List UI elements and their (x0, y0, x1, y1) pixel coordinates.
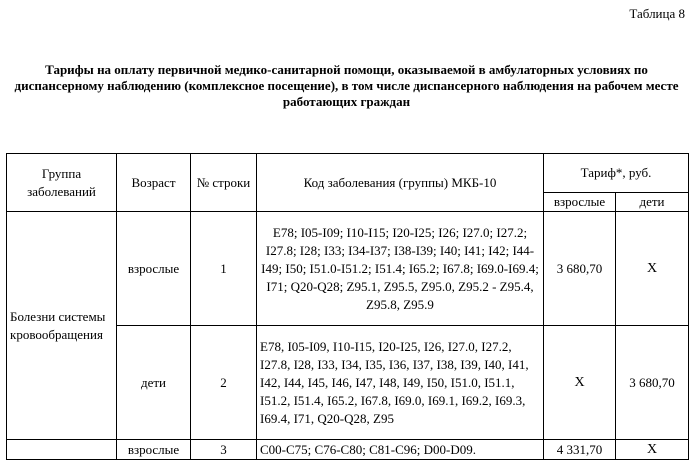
tariffs-table (6, 153, 689, 460)
table-row (7, 212, 689, 326)
header-group: Группа заболеваний (7, 154, 117, 212)
header-tariff: Тариф*, руб. (544, 154, 689, 193)
header-age: Возраст (117, 154, 191, 212)
document-title: Тарифы на оплату первичной медико-санитарной помощи, оказываемой в амбулаторных условиях по диспансерному наблюдению (комплексное посещение), в том числе диспансерного наблюдения на рабочем месте работающих граждан (14, 62, 679, 109)
header-tariff-adults: взрослые (544, 193, 616, 212)
row-number-cell: 3 (191, 440, 257, 460)
group-cell-circulatory: Болезни системы кровообращения (7, 212, 117, 440)
tariff-adults-cell: X (544, 326, 616, 440)
header-row-1 (7, 154, 689, 193)
tariff-children-cell: 3 680,70 (616, 326, 689, 440)
row-number-cell: 1 (191, 212, 257, 326)
header-tariff-children: дети (616, 193, 689, 212)
tariff-children-cell: X (616, 440, 689, 460)
icd-codes-cell: E78; I05-I09; I10-I15; I20-I25; I26; I27.0; I27.2; I27.8; I28; I33; I34-I37; I38-I39; I40; I41; I42; I44-I49; I50; I51.0-I51.2; I51.4; I65.2; I67.8; I69.0-I69.4; I71; Q20-Q28; Z95.1, Z95.5, Z95.0, Z95.2 - Z95.4, Z95.8, Z95.9 (257, 212, 544, 326)
group-cell-oncology (7, 440, 117, 460)
table-row (7, 440, 689, 460)
header-row-number: № строки (191, 154, 257, 212)
row-number-cell: 2 (191, 326, 257, 440)
icd-codes-cell: E78, I05-I09, I10-I15, I20-I25, I26, I27.0, I27.2, I27.8, I28, I33, I34, I35, I36, I37, I38, I39, I40, I41, I42, I44, I45, I46, I47, I48, I49, I50, I51.0, I51.1, I51.2, I51.4, I65.2, I67.8, I69.0, I69.1, I69.2, I69.3, I69.4, I71, Q20-Q28, Z95 (257, 326, 544, 440)
age-cell: взрослые (117, 440, 191, 460)
tariff-adults-cell: 3 680,70 (544, 212, 616, 326)
tariff-adults-cell: 4 331,70 (544, 440, 616, 460)
age-cell: взрослые (117, 212, 191, 326)
age-cell: дети (117, 326, 191, 440)
icd-codes-cell: C00-C75; C76-C80; C81-C96; D00-D09. (257, 440, 544, 460)
tariff-children-cell: X (616, 212, 689, 326)
table-number: Таблица 8 (629, 6, 685, 21)
header-icd-code: Код заболевания (группы) МКБ-10 (257, 154, 544, 212)
